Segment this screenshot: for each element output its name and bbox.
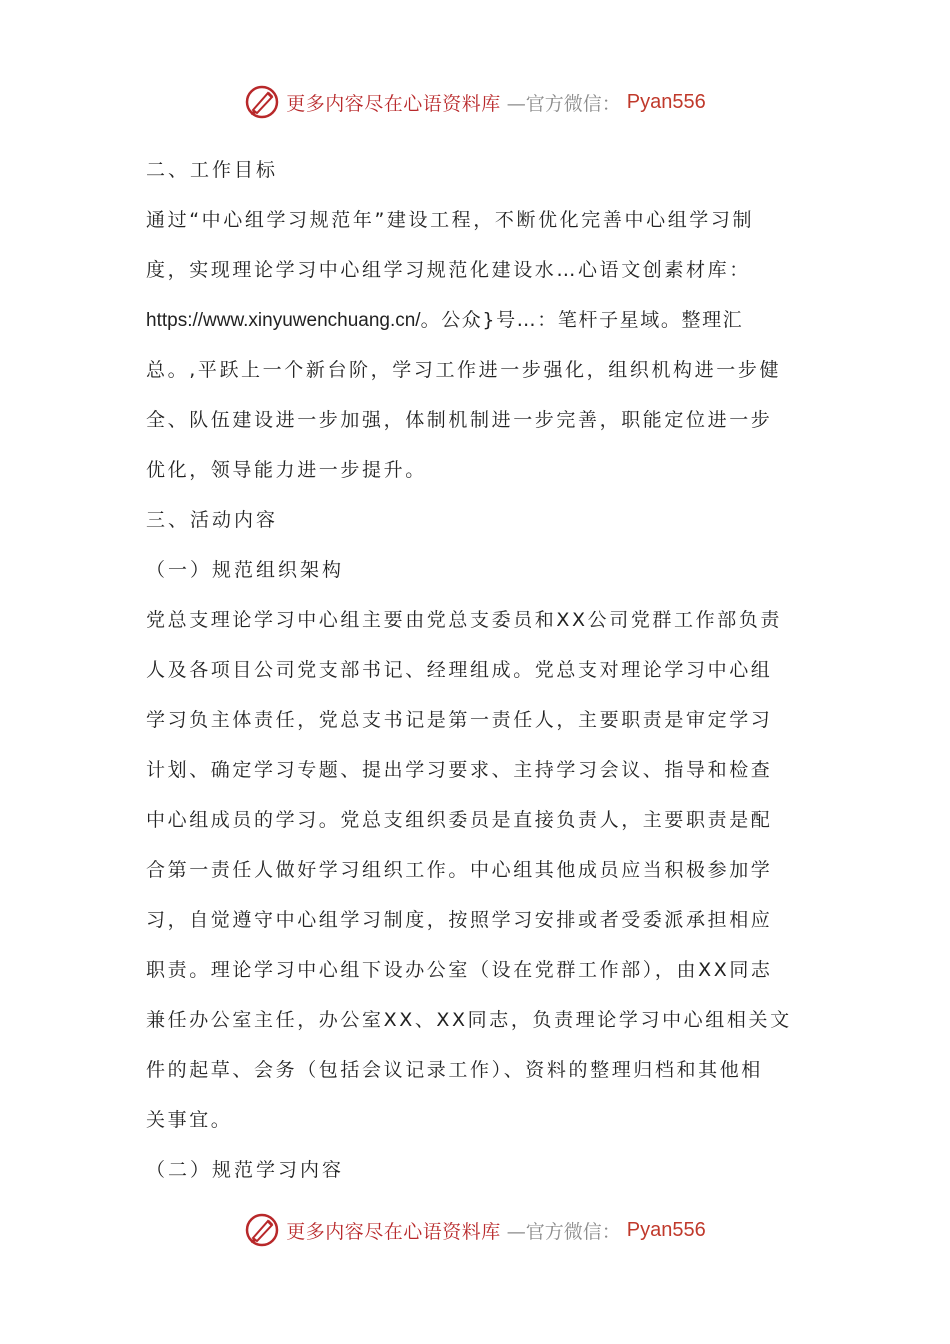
watermark-red-text: 更多内容尽在心语资料库 xyxy=(286,1220,501,1243)
paragraph-line: 优化，领导能力进一步提升。 xyxy=(146,459,427,481)
paragraph-line: 件的起草、会务（包括会议记录工作）、资料的整理归档和其他相 xyxy=(146,1059,763,1081)
paragraph-line: 习，自觉遵守中心组学习制度，按照学习安排或者受委派承担相应 xyxy=(146,909,773,931)
paragraph-line: 合第一责任人做好学习组织工作。中心组其他成员应当积极参加学 xyxy=(146,859,773,881)
paragraph-line: 通过“中心组学习规范年”建设工程，不断优化完善中心组学习制 xyxy=(146,209,755,231)
paragraph-line: 职责。理论学习中心组下设办公室（设在党群工作部），由XX同志 xyxy=(146,959,773,981)
watermark-handle: Pyan556 xyxy=(626,1218,706,1241)
paragraph-line: 全、队伍建设进一步加强，体制机制进一步完善，职能定位进一步 xyxy=(146,409,773,431)
subsection-heading: （一）规范组织架构 xyxy=(146,559,345,581)
header-watermark xyxy=(0,82,950,122)
watermark-dash-text: —官方微信： xyxy=(506,92,621,115)
url-rest-text: 。公众}号…：笔杆子星域。整理汇 xyxy=(420,309,744,331)
watermark-dash-text: —官方微信： xyxy=(506,1220,621,1243)
url-text: https://www.xinyuwenchuang.cn/ xyxy=(146,310,421,331)
footer-watermark xyxy=(0,1210,950,1250)
paragraph-line: 兼任办公室主任，办公室XX、XX同志，负责理论学习中心组相关文 xyxy=(146,1009,792,1031)
paragraph-line: 度，实现理论学习中心组学习规范化建设水…心语文创素材库： xyxy=(146,259,751,281)
subsection-heading: （二）规范学习内容 xyxy=(146,1159,345,1181)
section-heading: 三、活动内容 xyxy=(146,509,279,531)
pen-logo-icon xyxy=(244,84,280,120)
watermark-handle: Pyan556 xyxy=(626,90,706,113)
paragraph-line: 中心组成员的学习。党总支组织委员是直接负责人，主要职责是配 xyxy=(146,809,773,831)
paragraph-line: 人及各项目公司党支部书记、经理组成。党总支对理论学习中心组 xyxy=(146,659,773,681)
pen-logo-icon xyxy=(244,1212,280,1248)
paragraph-line: 计划、确定学习专题、提出学习要求、主持学习会议、指导和检查 xyxy=(146,759,773,781)
section-heading: 二、工作目标 xyxy=(146,159,279,181)
watermark-red-text: 更多内容尽在心语资料库 xyxy=(286,92,501,115)
document-body xyxy=(146,145,806,1195)
paragraph-line: 党总支理论学习中心组主要由党总支委员和XX公司党群工作部负责 xyxy=(146,609,783,631)
paragraph-line: 总。,平跃上一个新台阶，学习工作进一步强化，组织机构进一步健 xyxy=(146,359,782,381)
paragraph-line-with-url xyxy=(146,295,806,345)
paragraph-line: 学习负主体责任，党总支书记是第一责任人，主要职责是审定学习 xyxy=(146,709,773,731)
paragraph-line: 关事宜。 xyxy=(146,1109,233,1131)
